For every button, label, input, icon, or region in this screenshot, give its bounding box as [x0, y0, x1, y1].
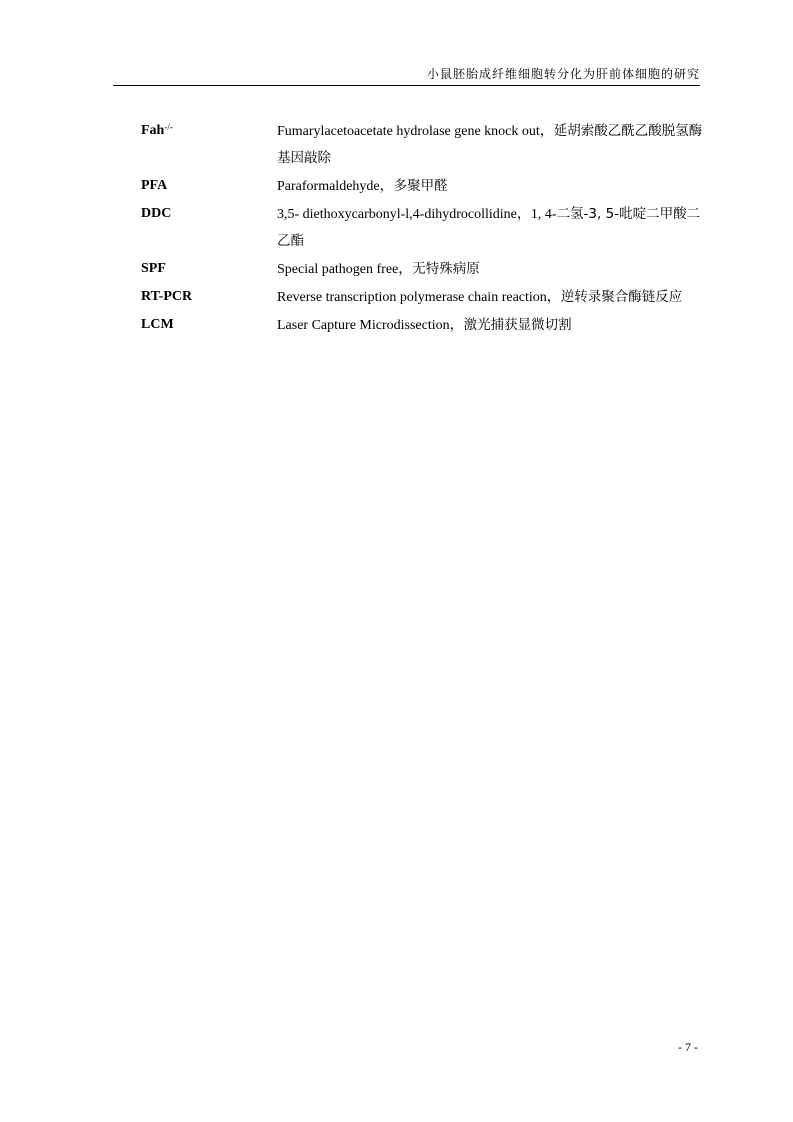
- definition-english: 3,5- diethoxycarbonyl-l,4-dihydrocollidine，1, 4-: [277, 207, 557, 222]
- definition-chinese: 延胡索酸乙酰乙酸脱氢酶基因敲除: [277, 123, 703, 166]
- definition-english: Special pathogen free，: [277, 262, 413, 277]
- abbreviation-definition: [277, 311, 713, 339]
- abbreviation-term: [141, 176, 271, 195]
- abbreviation-row: [141, 255, 713, 283]
- definition-chinese: 多聚甲醛: [393, 178, 448, 194]
- abbreviation-definition: [277, 283, 713, 311]
- term-text: RT-PCR: [141, 289, 193, 304]
- term-text: LCM: [141, 317, 174, 332]
- term-text: DDC: [141, 206, 172, 221]
- abbreviation-row: [141, 117, 713, 172]
- definition-english: Laser Capture Microdissection，: [277, 318, 464, 333]
- definition-english: Reverse transcription polymerase chain reaction，: [277, 290, 561, 305]
- abbreviation-term: [141, 315, 271, 334]
- definition-chinese: 二氢-3, 5-吡啶二甲酸二乙酯: [277, 206, 701, 249]
- abbreviation-row: [141, 283, 713, 311]
- abbreviation-list: [141, 117, 713, 339]
- running-header: [113, 67, 700, 86]
- header-title: 小鼠胚胎成纤维细胞转分化为肝前体细胞的研究: [426, 67, 700, 81]
- definition-chinese: 逆转录聚合酶链反应: [560, 289, 683, 305]
- page-number: - 7 -: [678, 1040, 698, 1054]
- definition-english: Paraformaldehyde，: [277, 179, 394, 194]
- term-text: Fah: [141, 123, 165, 138]
- abbreviation-row: [141, 311, 713, 339]
- abbreviation-term: [141, 259, 271, 278]
- term-superscript: -/-: [164, 122, 173, 132]
- abbreviation-definition: [277, 117, 713, 172]
- abbreviation-term: [141, 121, 271, 140]
- abbreviation-definition: [277, 172, 713, 200]
- abbreviation-definition: [277, 200, 713, 255]
- abbreviation-term: [141, 204, 271, 223]
- definition-english: Fumarylacetoacetate hydrolase gene knock out，: [277, 124, 554, 139]
- abbreviation-row: [141, 200, 713, 255]
- term-text: PFA: [141, 178, 168, 193]
- abbreviation-term: [141, 287, 271, 306]
- definition-chinese: 无特殊病原: [412, 261, 480, 277]
- abbreviation-definition: [277, 255, 713, 283]
- definition-chinese: 激光捕获显微切割: [463, 317, 572, 333]
- abbreviation-row: [141, 172, 713, 200]
- term-text: SPF: [141, 261, 166, 276]
